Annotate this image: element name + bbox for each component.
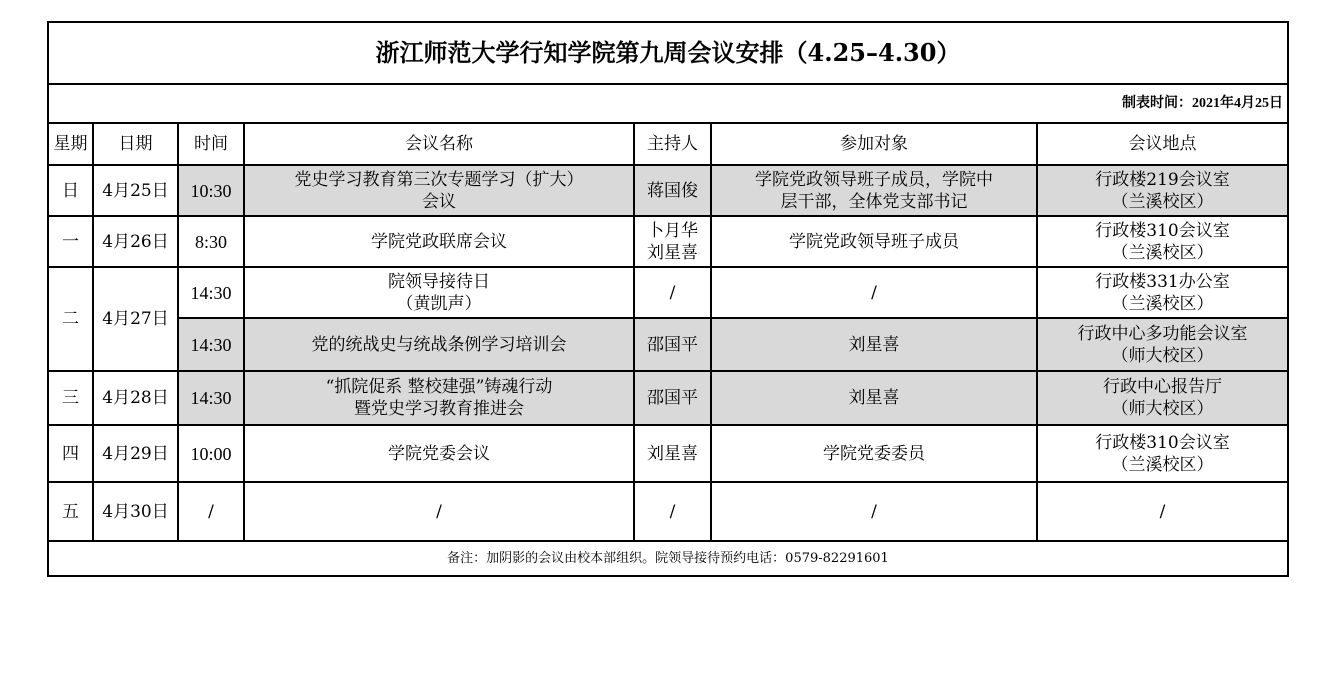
cell-attendees: 学院党政领导班子成员 [711,216,1037,267]
cell-location: 行政中心多功能会议室 （师大校区） [1037,318,1288,371]
cell-attendees: / [711,267,1037,318]
table-row [48,482,1288,541]
made-time-label: 制表时间： [1122,95,1193,111]
cell-weekday: 四 [48,425,93,482]
cell-weekday: 五 [48,482,93,541]
made-time [48,84,1288,123]
header-attendees: 参加对象 [711,123,1037,165]
header-weekday: 星期 [48,123,93,165]
cell-meeting-name: / [244,482,634,541]
cell-date: 4月29日 [93,425,178,482]
cell-weekday: 二 [48,267,93,371]
header-date: 日期 [93,123,178,165]
cell-host: 蒋国俊 [634,165,711,216]
cell-location: 行政楼331办公室 （兰溪校区） [1037,267,1288,318]
cell-host: 邵国平 [634,318,711,371]
cell-attendees: 刘星喜 [711,318,1037,371]
cell-attendees: / [711,482,1037,541]
cell-attendees: 学院党委委员 [711,425,1037,482]
header-meeting-name: 会议名称 [244,123,634,165]
cell-location: 行政楼310会议室 （兰溪校区） [1037,216,1288,267]
meeting-schedule-table [47,21,1289,577]
cell-location: / [1037,482,1288,541]
cell-host: 邵国平 [634,371,711,425]
cell-host: 刘星喜 [634,425,711,482]
cell-weekday: 日 [48,165,93,216]
cell-weekday: 一 [48,216,93,267]
cell-attendees: 学院党政领导班子成员，学院中 层干部，全体党支部书记 [711,165,1037,216]
cell-meeting-name: 院领导接待日 （黄凯声） [244,267,634,318]
table-row [48,425,1288,482]
cell-date: 4月27日 [93,267,178,371]
made-time-value: 2021年4月25日 [1192,96,1284,111]
cell-meeting-name: 党史学习教育第三次专题学习（扩大） 会议 [244,165,634,216]
cell-host: / [634,482,711,541]
cell-meeting-name: 学院党政联席会议 [244,216,634,267]
cell-host: / [634,267,711,318]
cell-time: 14:30 [178,318,244,371]
cell-location: 行政楼219会议室 （兰溪校区） [1037,165,1288,216]
header-location: 会议地点 [1037,123,1288,165]
cell-host: 卜月华 刘星喜 [634,216,711,267]
cell-date: 4月30日 [93,482,178,541]
cell-time: 8:30 [178,216,244,267]
footnote: 备注：加阴影的会议由校本部组织。院领导接待预约电话：0579-82291601 [48,541,1288,576]
table-row [48,216,1288,267]
cell-date: 4月25日 [93,165,178,216]
table-row [48,318,1288,371]
cell-meeting-name: 学院党委会议 [244,425,634,482]
header-host: 主持人 [634,123,711,165]
cell-weekday: 三 [48,371,93,425]
cell-time: 14:30 [178,371,244,425]
header-time: 时间 [178,123,244,165]
cell-time: / [178,482,244,541]
cell-time: 14:30 [178,267,244,318]
cell-date: 4月28日 [93,371,178,425]
cell-location: 行政中心报告厅 （师大校区） [1037,371,1288,425]
cell-date: 4月26日 [93,216,178,267]
cell-location: 行政楼310会议室 （兰溪校区） [1037,425,1288,482]
page-title: 浙江师范大学行知学院第九周会议安排（4.25–4.30） [48,22,1288,84]
cell-attendees: 刘星喜 [711,371,1037,425]
table-row [48,267,1288,318]
table-row [48,165,1288,216]
cell-time: 10:00 [178,425,244,482]
cell-meeting-name: “抓院促系 整校建强”铸魂行动 暨党史学习教育推进会 [244,371,634,425]
cell-meeting-name: 党的统战史与统战条例学习培训会 [244,318,634,371]
table-row [48,371,1288,425]
cell-time: 10:30 [178,165,244,216]
